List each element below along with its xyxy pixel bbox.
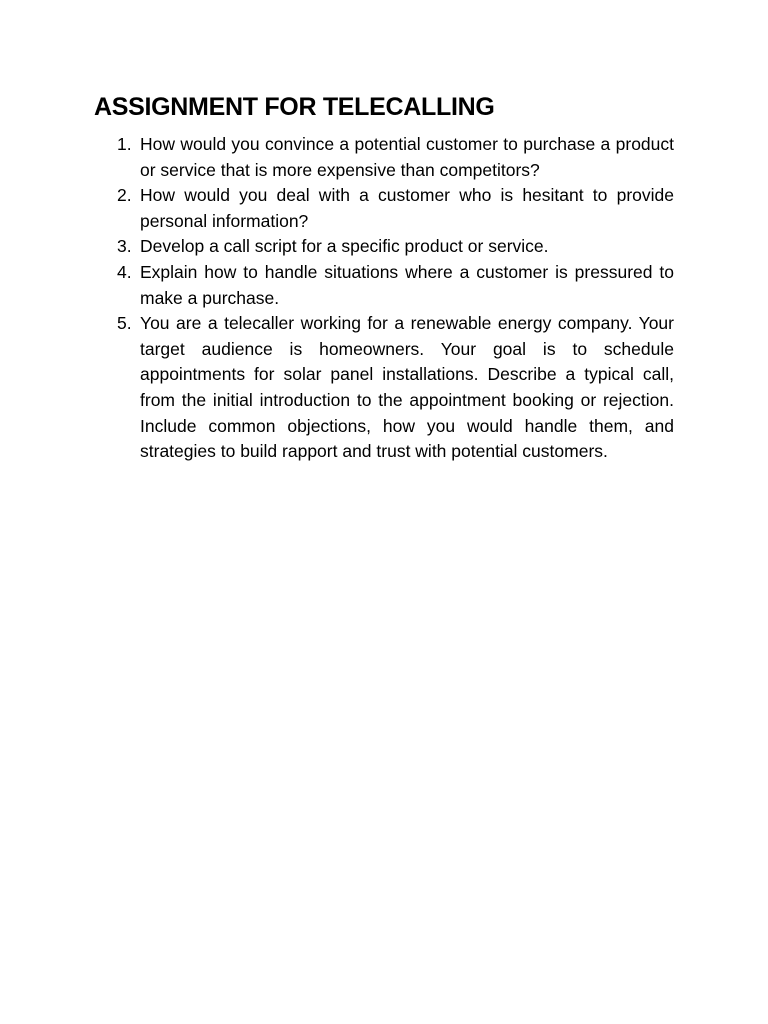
question-item-5 [94,311,674,465]
question-number: 5. [117,313,132,334]
question-item-4 [94,260,674,311]
question-number: 3. [117,236,132,257]
question-text: How would you deal with a customer who is hesitant to provide personal information? [140,185,674,231]
question-text: Explain how to handle situations where a customer is pressured to make a purchase. [140,261,674,308]
document-title: ASSIGNMENT FOR TELECALLING [94,93,495,121]
document-page [94,92,674,465]
question-text: How would you convince a potential customer to purchase a product or service that is more expensive than competitors? [140,134,674,180]
question-text: You are a telecaller working for a renewable energy company. Your target audience is homeowners. Your goal is to schedule appointments for solar panel installations. Describe a typical call, from the initial introduction to the appointment booking or rejection. Include common objections, how you would handle them, and strategies to build rapport and trust with potential customers. [140,313,674,462]
question-number: 1. [117,134,132,154]
question-list [94,132,674,465]
question-item-1 [94,132,674,183]
question-number: 4. [117,261,132,282]
question-number: 2. [117,185,132,206]
question-item-2 [94,183,674,234]
question-item-3 [94,234,674,260]
question-text: Develop a call script for a specific product or service. [140,236,549,257]
